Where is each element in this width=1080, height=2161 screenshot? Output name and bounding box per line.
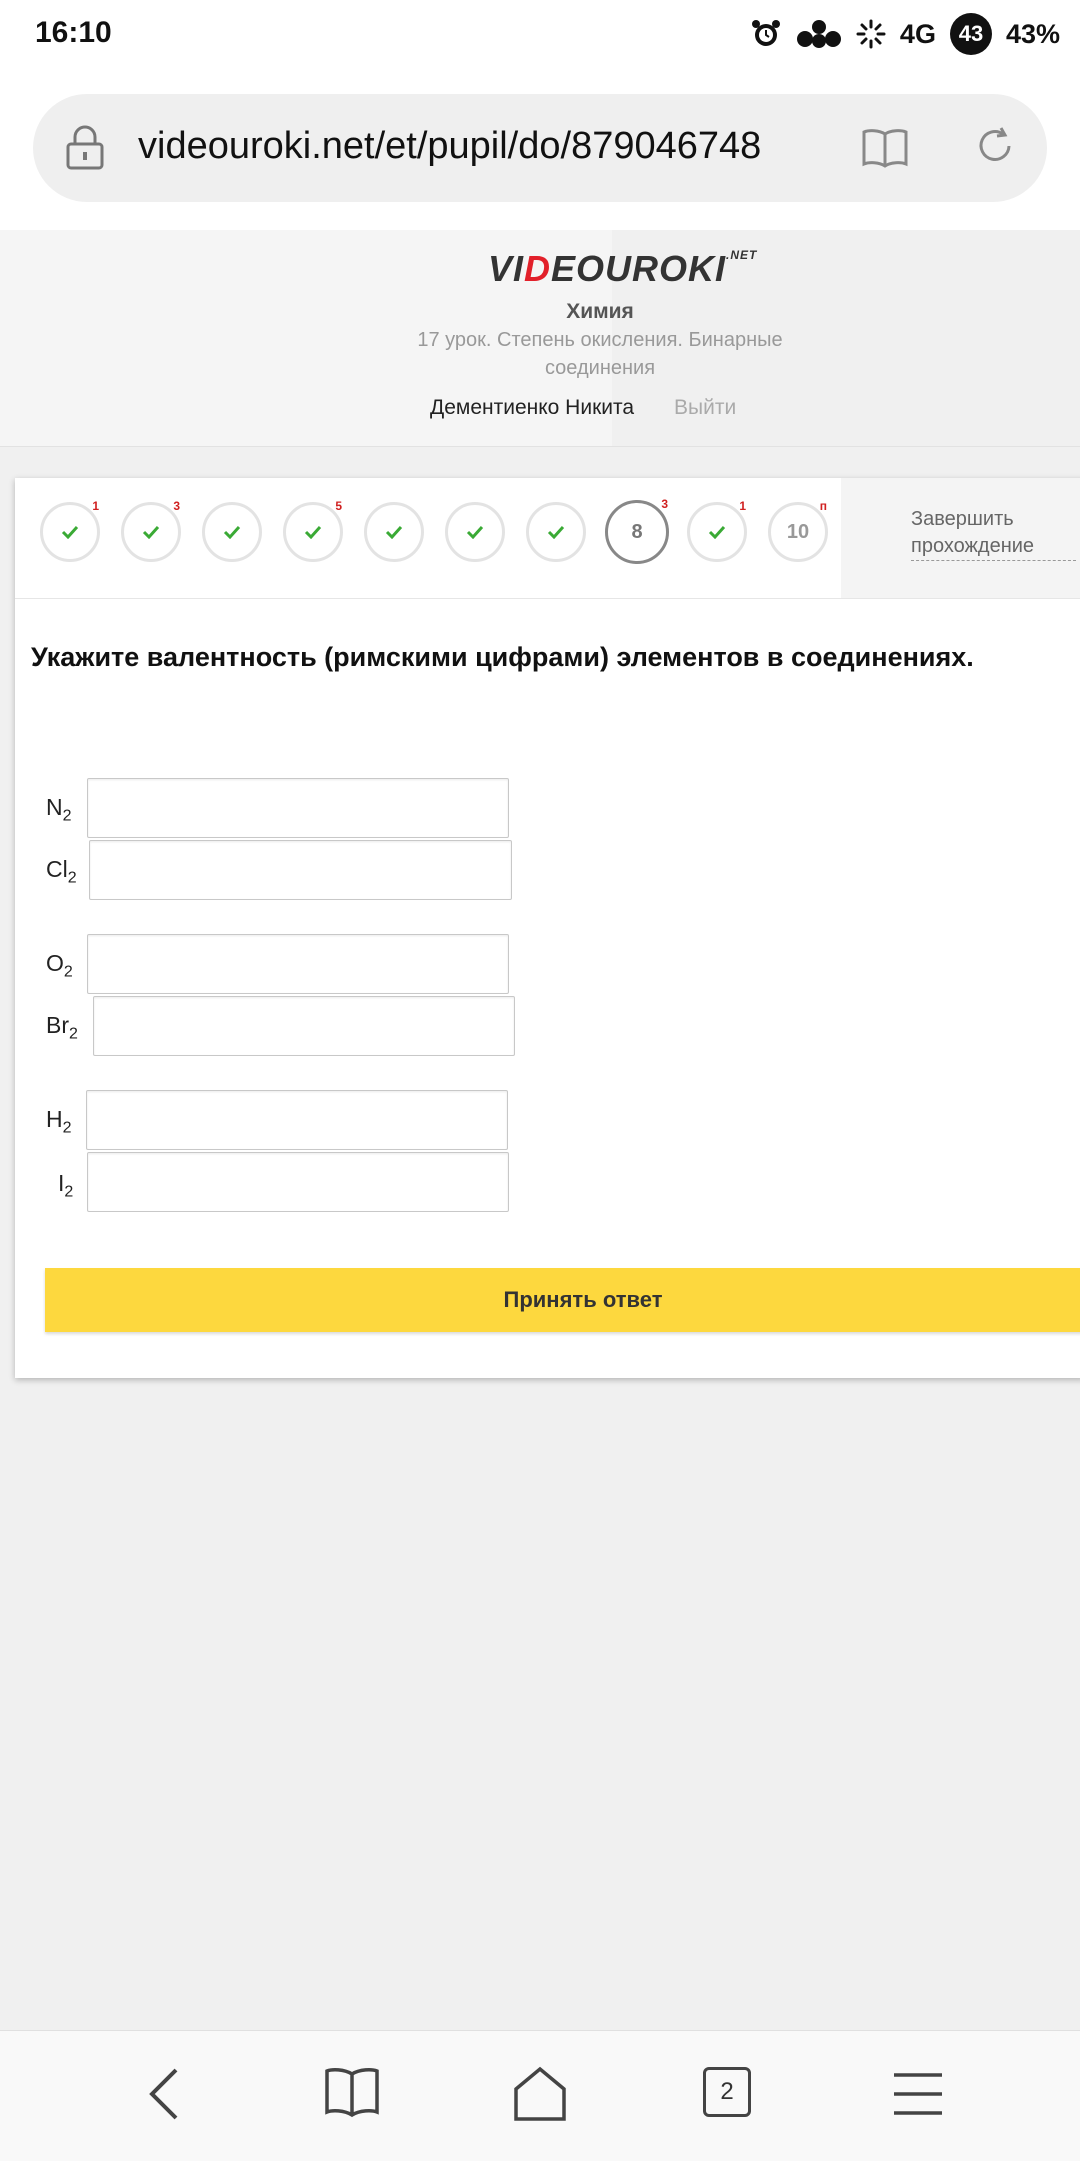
battery-icon: 43 xyxy=(950,13,992,55)
attempts-badge: 1 xyxy=(739,499,746,513)
attempts-badge: 1 xyxy=(92,499,99,513)
question-nav-item[interactable] xyxy=(526,502,586,562)
alarm-icon xyxy=(750,18,782,50)
bookmarks-icon[interactable] xyxy=(324,2066,380,2118)
question-navigation xyxy=(15,478,841,599)
question-nav-item[interactable] xyxy=(121,499,181,562)
question-nav-item-current[interactable] xyxy=(605,497,669,564)
check-icon xyxy=(708,525,726,539)
loading-icon xyxy=(856,19,886,49)
header-divider xyxy=(0,446,1080,447)
element-label: $Br_2$ xyxy=(46,1012,78,1043)
attempts-badge: 3 xyxy=(661,497,668,511)
submit-answer-button[interactable]: Принять ответ xyxy=(45,1268,1080,1332)
check-icon xyxy=(466,525,484,539)
status-bar xyxy=(0,0,1080,68)
attempts-badge: п xyxy=(819,499,827,513)
reload-icon[interactable] xyxy=(973,124,1017,168)
question-nav-item[interactable] xyxy=(687,499,747,562)
question-nav-item[interactable] xyxy=(283,499,343,562)
valence-input-h2[interactable] xyxy=(86,1090,508,1150)
tabs-count-button[interactable]: 2 xyxy=(703,2067,751,2117)
check-icon xyxy=(142,525,160,539)
attempts-badge: 5 xyxy=(335,499,342,513)
home-icon[interactable] xyxy=(512,2065,568,2123)
question-nav-item[interactable] xyxy=(768,499,828,562)
question-number: 10 xyxy=(786,520,810,543)
site-logo[interactable]: $VIDEOUROKI^{.NET}$ xyxy=(488,248,758,289)
url-text[interactable]: videouroki.net/et/pupil/do/879046748 xyxy=(138,125,762,167)
finish-test-link[interactable]: Завершить прохождение xyxy=(911,506,1076,561)
element-label: $H_2$ xyxy=(46,1106,72,1137)
check-icon xyxy=(385,525,403,539)
test-card xyxy=(15,478,1080,1378)
browser-toolbar xyxy=(0,68,1080,230)
valence-input-i2[interactable] xyxy=(87,1152,509,1212)
valence-input-o2[interactable] xyxy=(87,934,509,994)
question-nav-item[interactable] xyxy=(364,502,424,562)
logout-link[interactable]: Выйти xyxy=(674,396,737,419)
element-label: $Cl_2$ xyxy=(46,856,77,887)
battery-percent: 43% xyxy=(1005,18,1060,49)
valence-input-n2[interactable] xyxy=(87,778,509,838)
attempts-badge: 3 xyxy=(173,499,180,513)
menu-icon[interactable] xyxy=(892,2071,944,2117)
status-time: 16:10 xyxy=(35,16,112,49)
question-nav-item[interactable] xyxy=(40,499,100,562)
reader-mode-icon[interactable] xyxy=(861,128,909,168)
element-label: $I_2$ xyxy=(58,1170,74,1201)
address-bar[interactable] xyxy=(33,94,1047,202)
question-nav-item[interactable] xyxy=(445,502,505,562)
lock-icon xyxy=(65,124,105,170)
element-label: $O_2$ xyxy=(46,950,73,981)
back-icon[interactable] xyxy=(144,2066,184,2122)
browser-bottom-nav xyxy=(0,2030,1080,2161)
lesson-title: 17 урок. Степень окисления. Бинарные соединения xyxy=(417,329,783,379)
status-icons xyxy=(750,12,1060,56)
notification-dots-icon xyxy=(796,19,842,49)
check-icon xyxy=(223,525,241,539)
valence-input-br2[interactable] xyxy=(93,996,515,1056)
subject-title: Химия xyxy=(566,300,634,323)
element-label: $N_2$ xyxy=(46,794,72,825)
question-number: 8 xyxy=(631,520,643,543)
question-text: Укажите валентность (римскими цифрами) элементов в соединениях. xyxy=(31,642,974,672)
check-icon xyxy=(304,525,322,539)
check-icon xyxy=(61,525,79,539)
user-name: Дементиенко Никита xyxy=(430,396,635,419)
valence-input-cl2[interactable] xyxy=(89,840,512,900)
site-header xyxy=(0,230,1080,446)
network-icon: 4G xyxy=(899,18,936,49)
question-nav-item[interactable] xyxy=(202,502,262,562)
check-icon xyxy=(547,525,565,539)
finish-area xyxy=(841,478,1080,599)
